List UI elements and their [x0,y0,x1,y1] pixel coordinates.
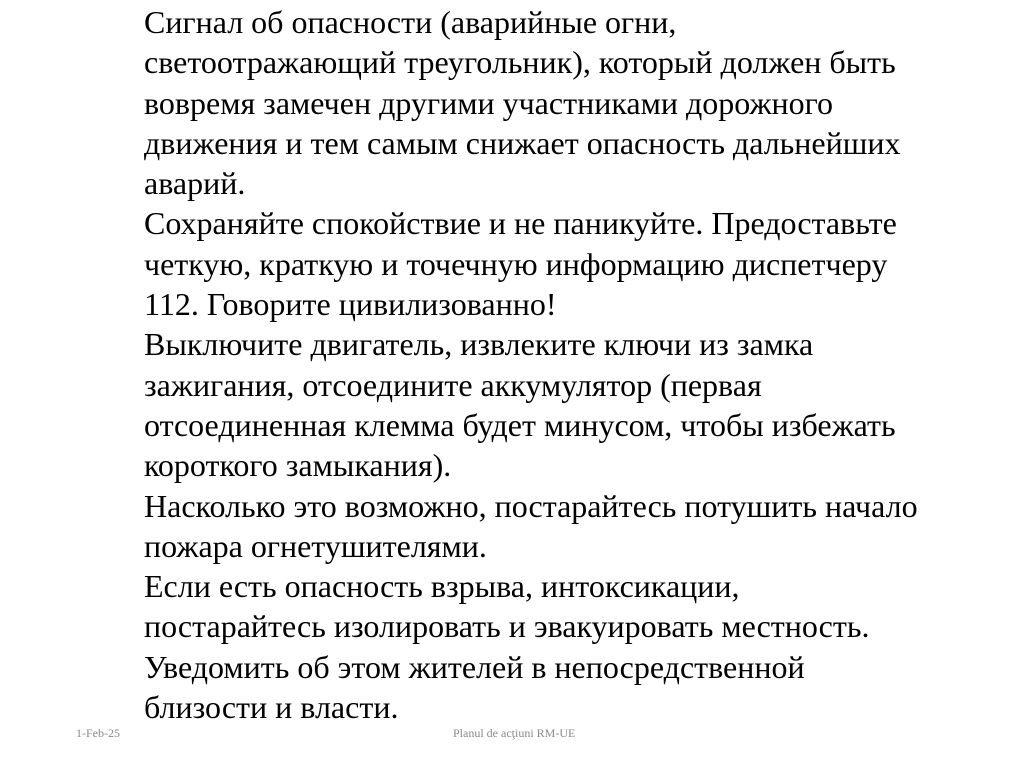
text-line: 112. Говорите цивилизованно! [144,286,557,323]
text-line: четкую, краткую и точечную информацию диспетчеру [144,245,888,282]
text-line: движения и тем самым снижает опасность дальнейших [144,124,901,161]
text-line: Сохраняйте спокойствие и не паникуйте. Предоставьте [144,205,897,242]
text-line: аварий. [144,165,246,202]
text-line: Если есть опасность взрыва, интоксикации, [144,568,740,605]
paragraph-notify-residents [144,647,1004,728]
paragraph-extinguish-fire [144,486,1004,567]
text-line: постарайтесь изолировать и эвакуировать местность. [144,608,870,645]
slide-body-text [144,2,1004,727]
paragraph-engine-off [144,324,1004,485]
paragraph-stay-calm [144,203,1004,324]
text-line: зажигания, отсоедините аккумулятор (первая [144,366,762,403]
paragraph-hazard-signal [144,2,1004,203]
footer-date: 1-Feb-25 [76,726,120,740]
footer-title: Planul de acţiuni RM-UE [453,726,576,740]
text-line: пожара огнетушителями. [144,527,487,564]
text-line: вовремя замечен другими участниками дорожного [144,84,833,121]
text-line: Уведомить об этом жителей в непосредственной [144,648,805,685]
text-line: отсоединенная клемма будет минусом, чтобы избежать [144,406,896,443]
text-line: светоотражающий треугольник), который должен быть [144,44,896,81]
text-line: Сигнал об опасности (аварийные огни, [144,4,677,40]
text-line: короткого замыкания). [144,447,452,484]
text-line: Выключите двигатель, извлеките ключи из замка [144,326,814,363]
paragraph-evacuate [144,566,1004,647]
text-line: Насколько это возможно, постарайтесь потушить начало [144,487,918,524]
text-line: близости и власти. [144,689,399,726]
